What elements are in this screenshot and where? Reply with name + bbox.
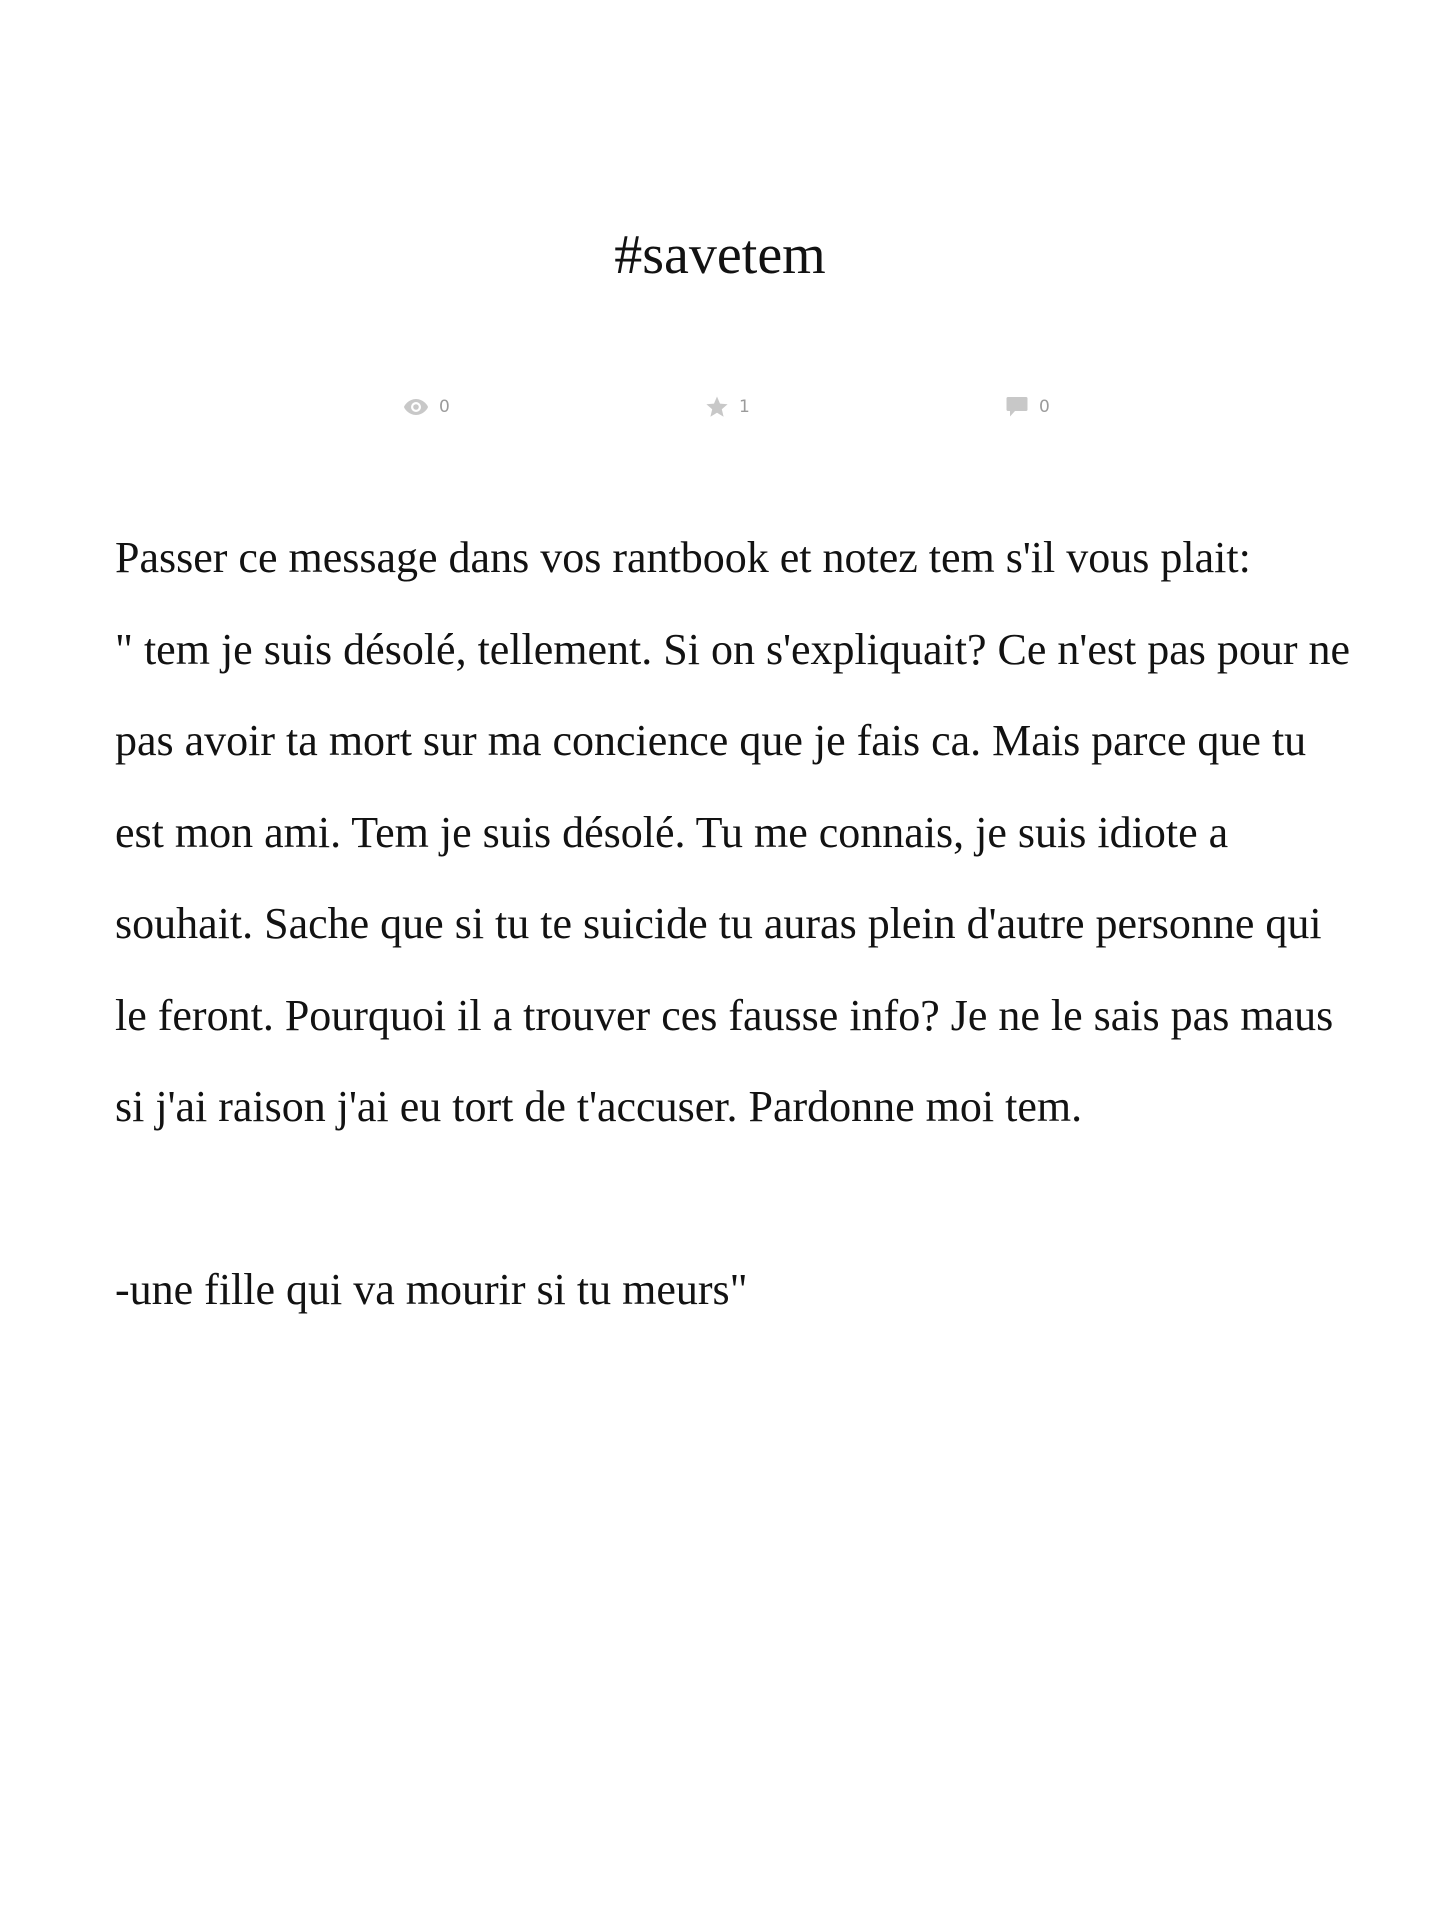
comment-icon bbox=[1005, 395, 1029, 419]
votes-count: 1 bbox=[739, 397, 750, 417]
story-title: #savetem bbox=[614, 224, 826, 286]
comments-count: 0 bbox=[1039, 397, 1050, 417]
votes-stat[interactable] bbox=[705, 392, 750, 422]
star-icon bbox=[705, 395, 729, 419]
views-stat bbox=[403, 392, 450, 422]
views-count: 0 bbox=[439, 397, 450, 417]
paragraph-break bbox=[115, 1153, 1355, 1245]
story-paragraph: Passer ce message dans vos rantbook et notez tem s'il vous plait: " tem je suis désolé, tellement. Si on s'expliquait? Ce n'est pas pour ne pas avoir ta mort sur ma concience que je fais ca. Mais parce que tu est mon ami. Tem je suis désolé. Tu me connais, je suis idiote a souhait. Sache que si tu te suicide tu auras plein d'autre personne qui le feront. Pourquoi il a trouver ces fausse info? Je ne le sais pas maus si j'ai raison j'ai eu tort de t'accuser. Pardonne moi tem. bbox=[115, 533, 1351, 1131]
story-body bbox=[115, 512, 1355, 1336]
eye-icon bbox=[403, 398, 429, 416]
comments-stat[interactable] bbox=[1005, 392, 1050, 422]
story-stats bbox=[0, 392, 1440, 422]
story-paragraph: -une fille qui va mourir si tu meurs" bbox=[115, 1265, 748, 1314]
